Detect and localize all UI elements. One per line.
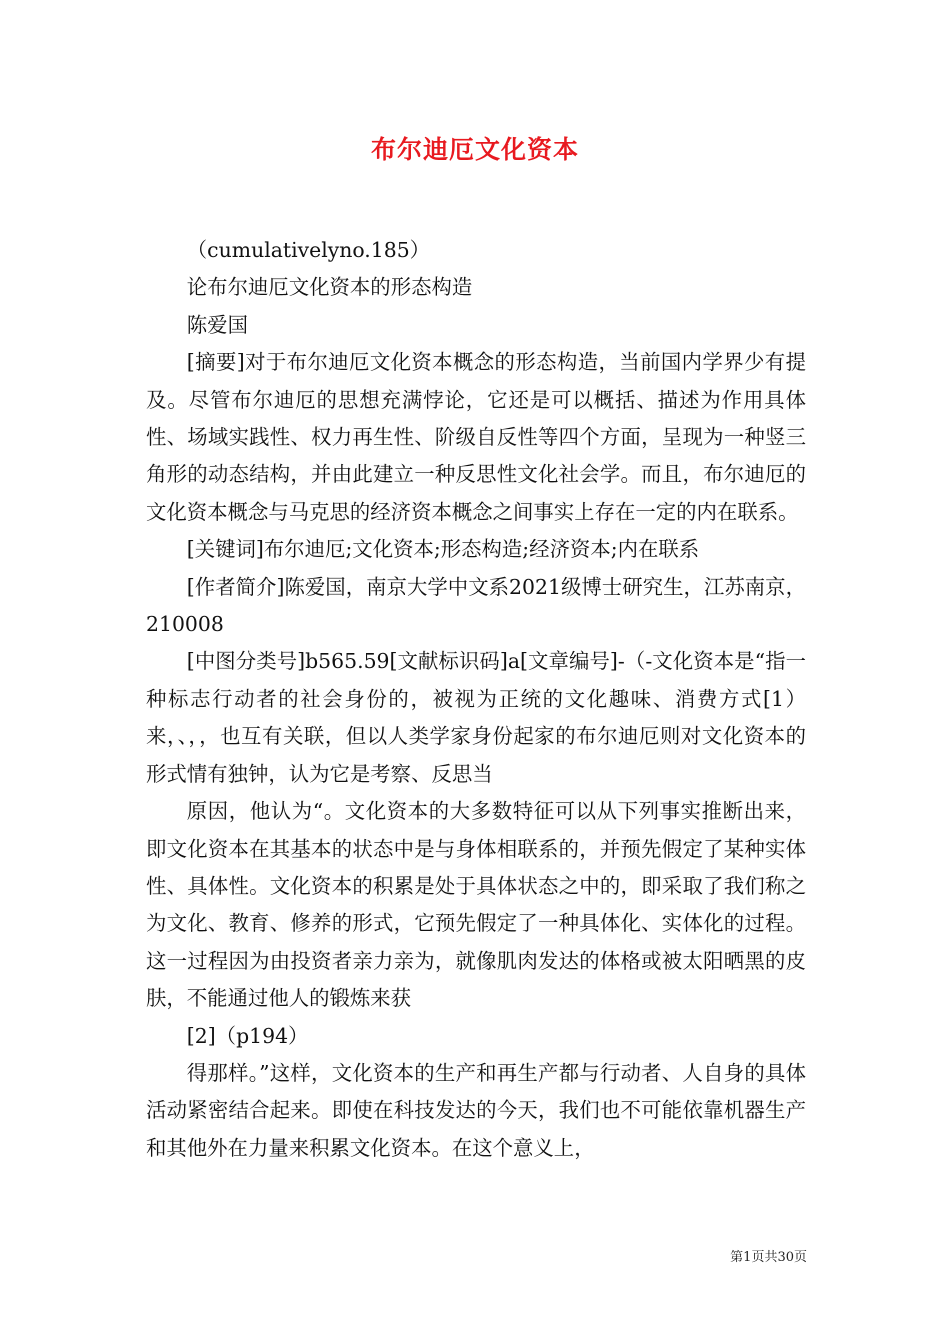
paragraph-author-bio: [作者简介]陈爱国，南京大学中文系2021级博士研究生，江苏南京，210008 (146, 574, 806, 637)
paragraph-issue-number: （cumulativelyno.185） (186, 238, 431, 262)
paragraph-keywords: [关键词]布尔迪厄;文化资本;形态构造;经济资本;内在联系 (186, 537, 700, 562)
paragraph-body: 得那样。”这样，文化资本的生产和再生产都与行动者、人自身的具体活动紧密结合起来。即使在科技发达的今天，我们也不可能依靠机器生产和其他外在力量来积累文化资本。在这个意义上， (146, 1060, 806, 1160)
paragraph-classification: [中图分类号]b565.59[文献标识码]a[文章编号]-（-文化资本是“指一种标志行动者的社会身份的，被视为正统的文化趣味、消费方式[1）来，、，，也互有关联，但以人类学家身份起家的布尔迪厄则对文化资本的形式情有独钟，认为它是考察、反思当 (146, 649, 806, 786)
paragraph-author: 陈爱国 (186, 312, 248, 337)
paragraph-article-title: 论布尔迪厄文化资本的形态构造 (186, 275, 473, 300)
paragraph-citation: [2]（p194） (186, 1023, 309, 1048)
document-title: 布尔迪厄文化资本 (370, 135, 579, 164)
document-body (146, 232, 806, 1167)
paragraph-abstract: [摘要]对于布尔迪厄文化资本概念的形态构造，当前国内学界少有提及。尽管布尔迪厄的思想充满悖论，它还是可以概括、描述为作用具体性、场域实践性、权力再生性、阶级自反性等四个方面，呈现为一种竖三角形的动态结构，并由此建立一种反思性文化社会学。而且，布尔迪厄的文化资本概念与马克思的经济资本概念之间事实上存在一定的内在联系。 (146, 350, 806, 524)
paragraph-body: 原因，他认为“。文化资本的大多数特征可以从下列事实推断出来，即文化资本在其基本的状态中是与身体相联系的，并预先假定了某种实体性、具体性。文化资本的积累是处于具体状态之中的，即采取了我们称之为文化、教育、修养的形式，它预先假定了一种具体化、实体化的过程。这一过程因为由投资者亲力亲为，就像肌肉发达的体格或被太阳晒黑的皮肤，不能通过他人的锻炼来获 (146, 799, 806, 1011)
page-footer: 第1页共30页 (730, 1250, 807, 1265)
